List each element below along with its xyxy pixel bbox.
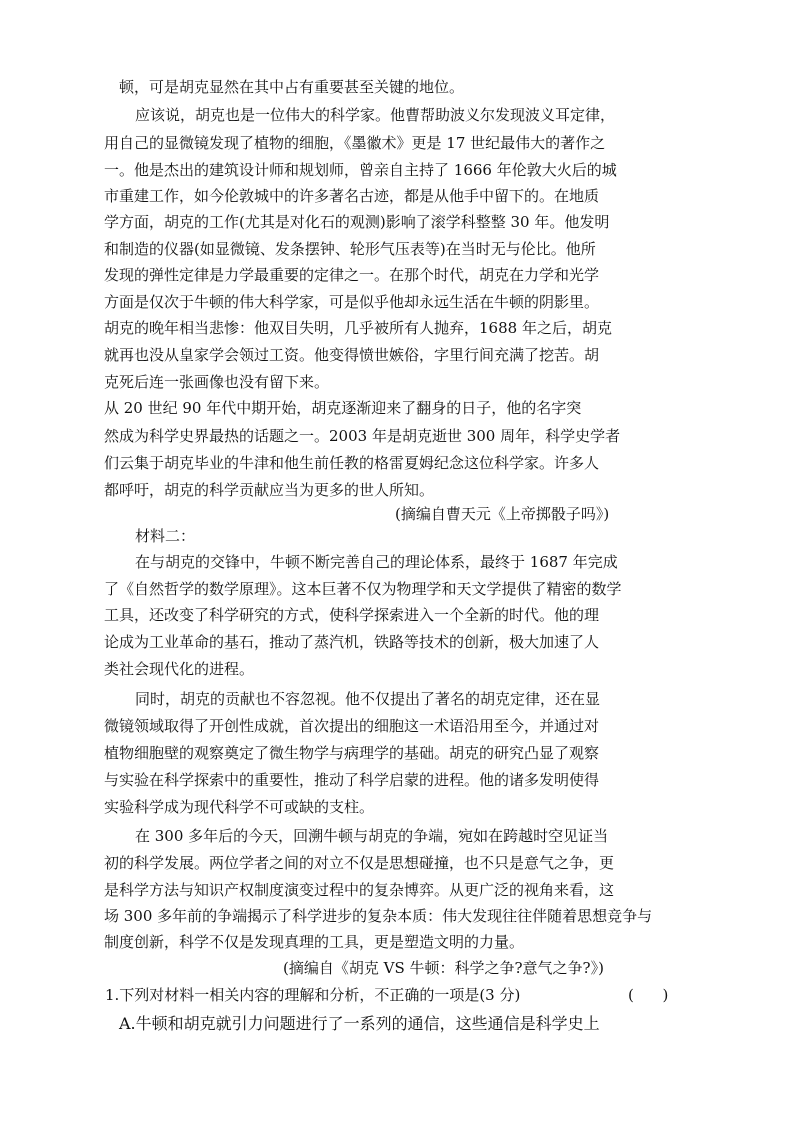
- source-citation: (摘编自《胡克 VS 牛顿：科学之争?意气之争?》): [283, 959, 604, 977]
- text-line: 类社会现代化的进程。: [104, 660, 255, 678]
- question-stem: 1.下列对材料一相关内容的理解和分析，不正确的一项是(3 分): [105, 986, 521, 1004]
- text-line: 同时，胡克的贡献也不容忽视。他不仅提出了著名的胡克定律，还在显: [135, 690, 601, 708]
- text-line: 市重建工作，如今伦敦城中的许多著名古迹，都是从他手中留下的。在地质: [104, 187, 600, 205]
- text-line: 用自己的显微镜发现了植物的细胞，《墨徽术》更是 17 世纪最伟大的著作之: [104, 134, 606, 152]
- text-line: 在 300 多年后的今天，回溯牛顿与胡克的争端，宛如在跨越时空见证当: [135, 827, 609, 845]
- material-label: 材料二：: [135, 527, 196, 545]
- text-line: 论成为工业革命的基石，推动了蒸汽机，铁路等技术的创新，极大加速了人: [104, 633, 600, 651]
- answer-blank[interactable]: ( ): [628, 986, 669, 1004]
- text-line: 工具，还改变了科学研究的方式，使科学探索进入一个全新的时代。他的理: [104, 606, 600, 624]
- text-line: 初的科学发展。两位学者之间的对立不仅是思想碰撞，也不只是意气之争，更: [104, 854, 615, 872]
- text-line: 和制造的仪器(如显微镜、发条摆钟、轮形气压表等)在当时无与伦比。他所: [104, 240, 596, 258]
- option-a[interactable]: A.牛顿和胡克就引力问题进行了一系列的通信，这些通信是科学史上: [119, 1014, 600, 1033]
- text-line: 了《自然哲学的数学原理》。这本巨著不仅为物理学和天文学提供了精密的数学: [104, 580, 622, 598]
- text-line: 们云集于胡克毕业的牛津和他生前任教的格雷夏姆纪念这位科学家。许多人: [104, 454, 600, 472]
- text-line: 发现的弹性定律是力学最重要的定律之一。在那个时代，胡克在力学和光学: [104, 266, 600, 284]
- text-line: 然成为科学史界最热的话题之一。2003 年是胡克逝世 300 周年，科学史学者: [104, 427, 621, 445]
- text-line: 顿，可是胡克显然在其中占有重要甚至关键的地位。: [119, 78, 465, 96]
- text-line: 方面是仅次于牛顿的伟大科学家，可是似乎他却永远生活在牛顿的阴影里。: [104, 293, 600, 311]
- text-line: 都呼吁，胡克的科学贡献应当为更多的世人所知。: [104, 481, 435, 499]
- text-line: 克死后连一张画像也没有留下来。: [104, 373, 330, 391]
- source-citation: (摘编自曹天元《上帝掷骰子吗》): [395, 505, 610, 523]
- text-line: 实验科学成为现代科学不可或缺的支柱。: [104, 798, 375, 816]
- text-line: 是科学方法与知识产权制度演变过程中的复杂博弈。从更广泛的视角来看，这: [104, 881, 615, 899]
- text-line: 制度创新，科学不仅是发现真理的工具，更是塑造文明的力量。: [104, 933, 525, 951]
- text-line: 微镜领域取得了开创性成就，首次提出的细胞这一术语沿用至今，并通过对: [104, 717, 600, 735]
- text-line: 从 20 世纪 90 年代中期开始，胡克逐渐迎来了翻身的日子，他的名字突: [104, 399, 582, 417]
- text-line: 植物细胞壁的观察奠定了微生物学与病理学的基础。胡克的研究凸显了观察: [104, 744, 600, 762]
- text-line: 在与胡克的交锋中，牛顿不断完善自己的理论体系，最终于 1687 年完成: [135, 553, 618, 571]
- text-line: 胡克的晚年相当悲惨：他双目失明，几乎被所有人抛弃，1688 年之后，胡克: [104, 319, 612, 337]
- text-line: 与实验在科学探索中的重要性，推动了科学启蒙的进程。他的诸多发明使得: [104, 771, 600, 789]
- text-line: 就再也没从皇家学会领过工资。他变得愤世嫉俗，字里行间充满了挖苦。胡: [104, 346, 600, 364]
- text-line: 应该说，胡克也是一位伟大的科学家。他曹帮助波义尔发现波义耳定律，: [135, 106, 616, 124]
- text-line: 一。他是杰出的建筑设计师和规划师，曾亲自主持了 1666 年伦敦大火后的城: [104, 161, 617, 179]
- text-line: 场 300 多年前的争端揭示了科学进步的复杂本质：伟大发现往往伴随着思想竞争与: [104, 907, 653, 925]
- text-line: 学方面，胡克的工作(尤其是对化石的观测)影响了滚学科整整 30 年。他发明: [104, 213, 610, 231]
